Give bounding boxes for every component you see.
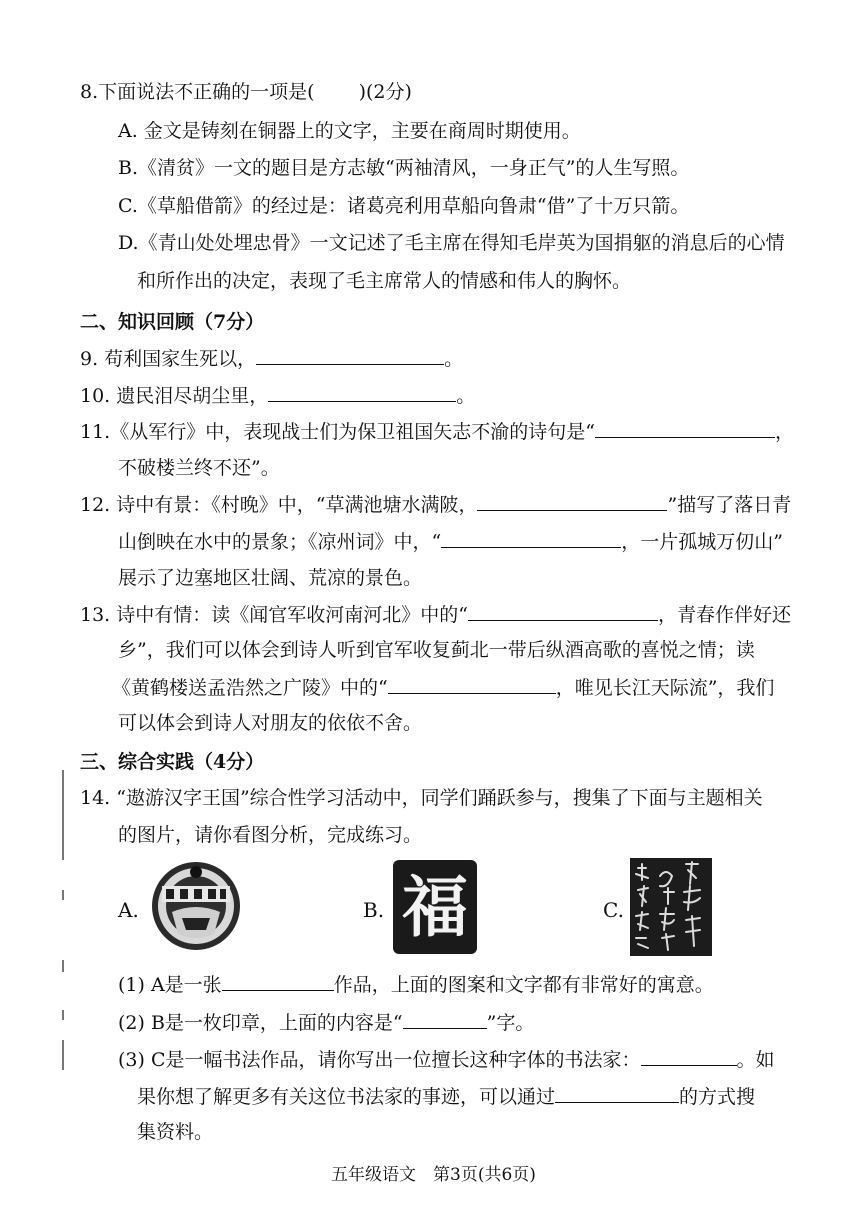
answer-blank[interactable] (403, 1010, 487, 1029)
question-10: 10. 遗民泪尽胡尘里， 。 (80, 385, 476, 407)
question-13-line3: 《黄鹤楼送孟浩然之广陵》中的“ ，唯见长江天际流”，我们 (112, 677, 775, 699)
sub-question-3-line1: (3) C是一幅书法作品，请你写出一位擅长这种字体的书法家： 。如 (118, 1049, 775, 1071)
question-13-line2: 乡”，我们可以体会到诗人听到官军收复蓟北一带后纵酒高歌的喜悦之情；读 (118, 639, 755, 661)
answer-blank[interactable] (388, 675, 556, 694)
scan-edge-mark (62, 1010, 64, 1020)
sub-question-2: (2) B是一枚印章，上面的内容是“ ”字。 (118, 1012, 535, 1034)
answer-blank[interactable] (641, 1047, 737, 1066)
scan-edge-mark (62, 890, 64, 900)
sub-question-3-line2: 果你想了解更多有关这位书法家的事迹，可以通过 的方式搜 (137, 1086, 756, 1108)
section-3-title: 三、综合实践（4分） (80, 751, 265, 773)
option-c: C.《草船借箭》的经过是：诸葛亮利用草船向鲁肃“借”了十万只箭。 (118, 195, 690, 217)
question-13-line4: 可以体会到诗人对朋友的依依不舍。 (118, 712, 423, 734)
question-11-line1: 11.《从军行》中，表现战士们为保卫祖国矢志不渝的诗句是“ ， (80, 421, 794, 443)
scan-edge-mark (62, 770, 64, 860)
scan-edge-mark (62, 960, 64, 972)
answer-blank[interactable] (256, 346, 444, 365)
answer-blank[interactable] (477, 492, 667, 511)
paper-cut-image (148, 858, 244, 954)
picture-c-label: C. (603, 898, 624, 922)
picture-a-label: A. (118, 898, 139, 922)
option-b: B.《清贫》一文的题目是方志敏“两袖清风，一身正气”的人生写照。 (118, 157, 690, 179)
page-footer: 五年级语文 第3页(共6页) (331, 1165, 536, 1185)
question-8-stem: 8.下面说法不正确的一项是( )(2分) (80, 81, 412, 103)
question-14-line1: 14. “遨游汉字王国”综合性学习活动中，同学们踊跃参与，搜集了下面与主题相关 (80, 787, 763, 809)
question-12-line1: 12. 诗中有景：《村晚》中，“草满池塘水满陂， ”描写了落日青 (80, 494, 792, 516)
seal-character: 福 (402, 868, 468, 946)
scan-edge-mark (62, 1040, 64, 1070)
answer-blank[interactable] (315, 80, 359, 98)
picture-b-label: B. (363, 898, 385, 922)
option-d-continued: 和所作出的决定，表现了毛主席常人的情感和伟人的胸怀。 (137, 270, 632, 292)
question-9: 9. 苟利国家生死以， 。 (80, 348, 464, 370)
question-number: 8. (80, 81, 99, 103)
question-14-line2: 的图片，请你看图分析，完成练习。 (118, 824, 423, 846)
answer-blank[interactable] (555, 1084, 679, 1103)
answer-blank[interactable] (222, 972, 334, 991)
question-12-line2: 山倒映在水中的景象；《凉州词》中，“ ，一片孤城万仞山” (118, 531, 783, 553)
calligraphy-image (630, 858, 712, 956)
sub-question-3-line3: 集资料。 (137, 1121, 214, 1143)
sub-question-1: (1) A是一张 作品，上面的图案和文字都有非常好的寓意。 (118, 974, 714, 996)
option-d: D.《青山处处埋忠骨》一文记述了毛主席在得知毛岸英为国捐躯的消息后的心情 (118, 232, 785, 254)
answer-blank[interactable] (268, 383, 456, 402)
answer-blank[interactable] (595, 419, 775, 438)
option-a: A. 金文是铸刻在铜器上的文字，主要在商周时期使用。 (118, 120, 581, 142)
answer-blank[interactable] (468, 602, 658, 621)
section-2-title: 二、知识回顾（7分） (80, 311, 265, 333)
question-11-line2: 不破楼兰终不还”。 (118, 457, 280, 479)
question-12-line3: 展示了边塞地区壮阔、荒凉的景色。 (118, 567, 423, 589)
question-13-line1: 13. 诗中有情：读《闻官军收河南河北》中的“ ，青春作伴好还 (80, 604, 791, 626)
answer-blank[interactable] (441, 529, 621, 548)
